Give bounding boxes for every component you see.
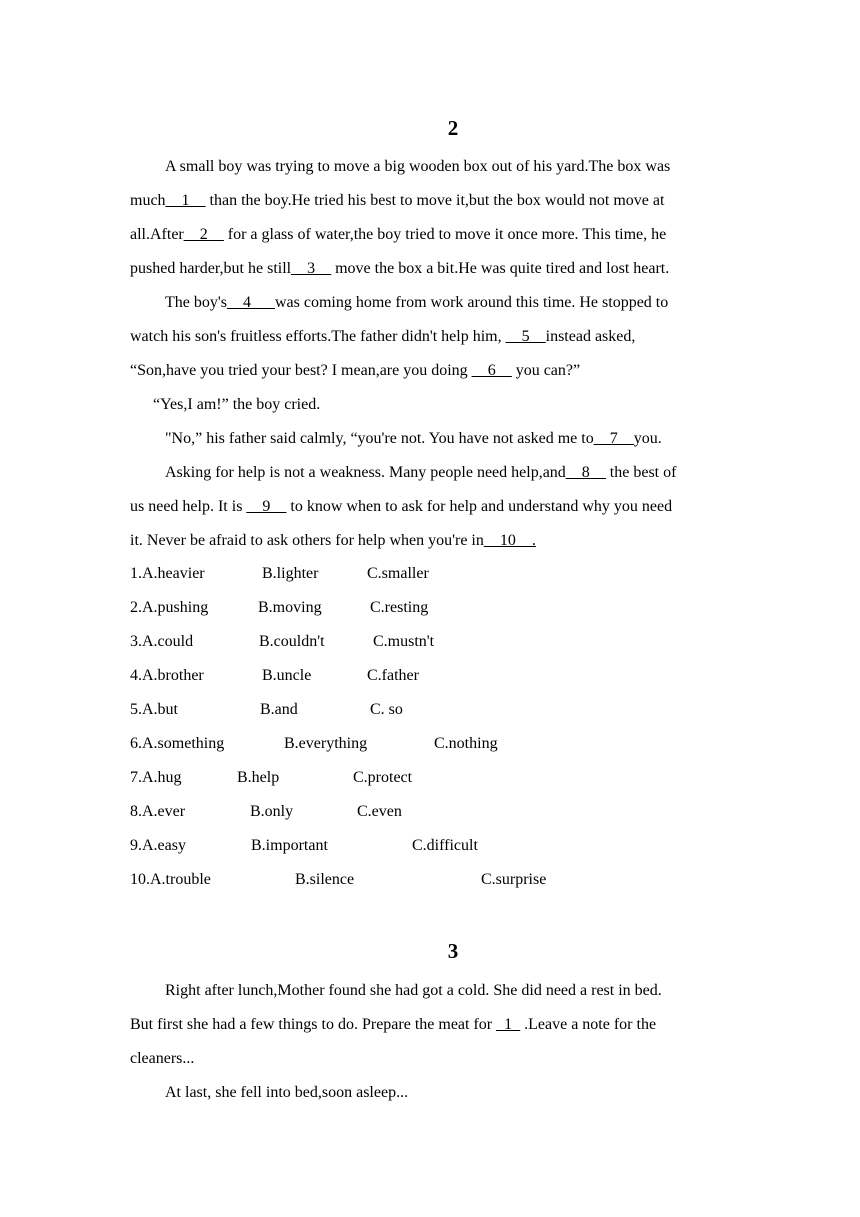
- passage-text: you.: [633, 430, 662, 447]
- passage-text: us need help. It is: [130, 498, 247, 515]
- option-c[interactable]: C.smaller: [367, 565, 429, 582]
- blank-1[interactable]: _1_: [496, 1016, 521, 1033]
- option-a[interactable]: 9.A.easy: [130, 837, 186, 854]
- passage-line: [130, 191, 664, 211]
- passage-line: [130, 1049, 194, 1069]
- blank-7[interactable]: __7__: [593, 430, 634, 447]
- passage-text: it. Never be afraid to ask others for help when you're in: [130, 532, 484, 549]
- passage-text: all.After: [130, 226, 184, 243]
- passage-text: Asking for help is not a weakness. Many people need help,and: [165, 464, 566, 481]
- section-2-heading: 2: [447, 116, 459, 140]
- passage-text: the best of: [605, 464, 677, 481]
- passage-line: [165, 1083, 408, 1103]
- blank-1[interactable]: __1__: [165, 192, 206, 209]
- passage-text: .Leave a note for the: [520, 1016, 657, 1033]
- passage-text: than the boy.He tried his best to move it,but the box would not move at: [205, 192, 665, 209]
- option-c[interactable]: C.mustn't: [373, 633, 435, 650]
- option-b[interactable]: B.everything: [284, 735, 368, 752]
- option-a[interactable]: 2.A.pushing: [130, 599, 209, 616]
- passage-line: [165, 981, 662, 1001]
- option-a[interactable]: 7.A.hug: [130, 769, 182, 786]
- passage-line: [165, 293, 668, 313]
- option-a[interactable]: 8.A.ever: [130, 803, 186, 820]
- passage-line: [165, 463, 676, 483]
- passage-text: pushed harder,but he still: [130, 260, 292, 277]
- blank-2[interactable]: __2__: [183, 226, 224, 243]
- option-b[interactable]: B.lighter: [262, 565, 319, 582]
- option-b[interactable]: B.important: [251, 837, 328, 854]
- passage-text: to know when to ask for help and understand why you need: [286, 498, 673, 515]
- option-c[interactable]: C.protect: [353, 769, 413, 786]
- option-a[interactable]: 4.A.brother: [130, 667, 204, 684]
- option-c[interactable]: C.even: [357, 803, 402, 820]
- passage-line: [153, 395, 320, 415]
- option-c[interactable]: C.nothing: [434, 735, 498, 752]
- blank-6[interactable]: __6__: [471, 362, 512, 379]
- option-a[interactable]: 10.A.trouble: [130, 871, 211, 888]
- option-b[interactable]: B.moving: [258, 599, 322, 616]
- blank-3[interactable]: __3__: [291, 260, 332, 277]
- passage-text: “Yes,I am!” the boy cried.: [153, 396, 321, 413]
- passage-text: much: [130, 192, 166, 209]
- passage-line: [130, 225, 666, 245]
- section-3-heading: 3: [447, 939, 459, 963]
- option-c[interactable]: C.resting: [370, 599, 429, 616]
- blank-4[interactable]: __4___: [226, 294, 275, 311]
- passage-text: “Son,have you tried your best? I mean,are you doing: [130, 362, 472, 379]
- passage-text: move the box a bit.He was quite tired and lost heart.: [331, 260, 670, 277]
- blank-5[interactable]: __5__: [505, 328, 546, 345]
- passage-text: was coming home from work around this time. He stopped to: [274, 294, 669, 311]
- passage-text: But first she had a few things to do. Prepare the meat for: [130, 1016, 497, 1033]
- option-b[interactable]: B.help: [237, 769, 280, 786]
- option-a[interactable]: 1.A.heavier: [130, 565, 205, 582]
- option-a[interactable]: 6.A.something: [130, 735, 225, 752]
- option-a[interactable]: 3.A.could: [130, 633, 194, 650]
- option-b[interactable]: B.only: [250, 803, 294, 820]
- passage-text: cleaners...: [130, 1050, 195, 1067]
- blank-8[interactable]: __8__: [565, 464, 606, 481]
- passage-text: watch his son's fruitless efforts.The father didn't help him,: [130, 328, 506, 345]
- blank-9[interactable]: __9__: [246, 498, 287, 515]
- passage-text: "No,” his father said calmly, “you're not. You have not asked me to: [165, 430, 594, 447]
- option-c[interactable]: C.father: [367, 667, 419, 684]
- passage-text: The boy's: [165, 294, 227, 311]
- passage-line: [165, 157, 670, 177]
- passage-line: [130, 1015, 656, 1035]
- passage-line: [130, 327, 635, 347]
- option-b[interactable]: B.silence: [295, 871, 355, 888]
- passage-text: Right after lunch,Mother found she had got a cold. She did need a rest in bed.: [165, 982, 662, 999]
- passage-text: At last, she fell into bed,soon asleep...: [165, 1084, 409, 1101]
- passage-line: [130, 531, 536, 551]
- passage-text: instead asked,: [545, 328, 636, 345]
- option-b[interactable]: B.couldn't: [259, 633, 325, 650]
- blank-10[interactable]: __10__.: [483, 532, 536, 549]
- option-c[interactable]: C.difficult: [412, 837, 478, 854]
- passage-text: for a glass of water,the boy tried to move it once more. This time, he: [223, 226, 667, 243]
- passage-text: A small boy was trying to move a big wooden box out of his yard.The box was: [165, 158, 671, 175]
- passage-line: [130, 361, 580, 381]
- option-b[interactable]: B.uncle: [262, 667, 312, 684]
- passage-line: [130, 259, 669, 279]
- option-c[interactable]: C. so: [370, 701, 403, 718]
- passage-line: [130, 497, 672, 517]
- option-a[interactable]: 5.A.but: [130, 701, 178, 718]
- passage-line: [165, 429, 662, 449]
- passage-text: you can?”: [511, 362, 581, 379]
- option-b[interactable]: B.and: [260, 701, 298, 718]
- option-c[interactable]: C.surprise: [481, 871, 547, 888]
